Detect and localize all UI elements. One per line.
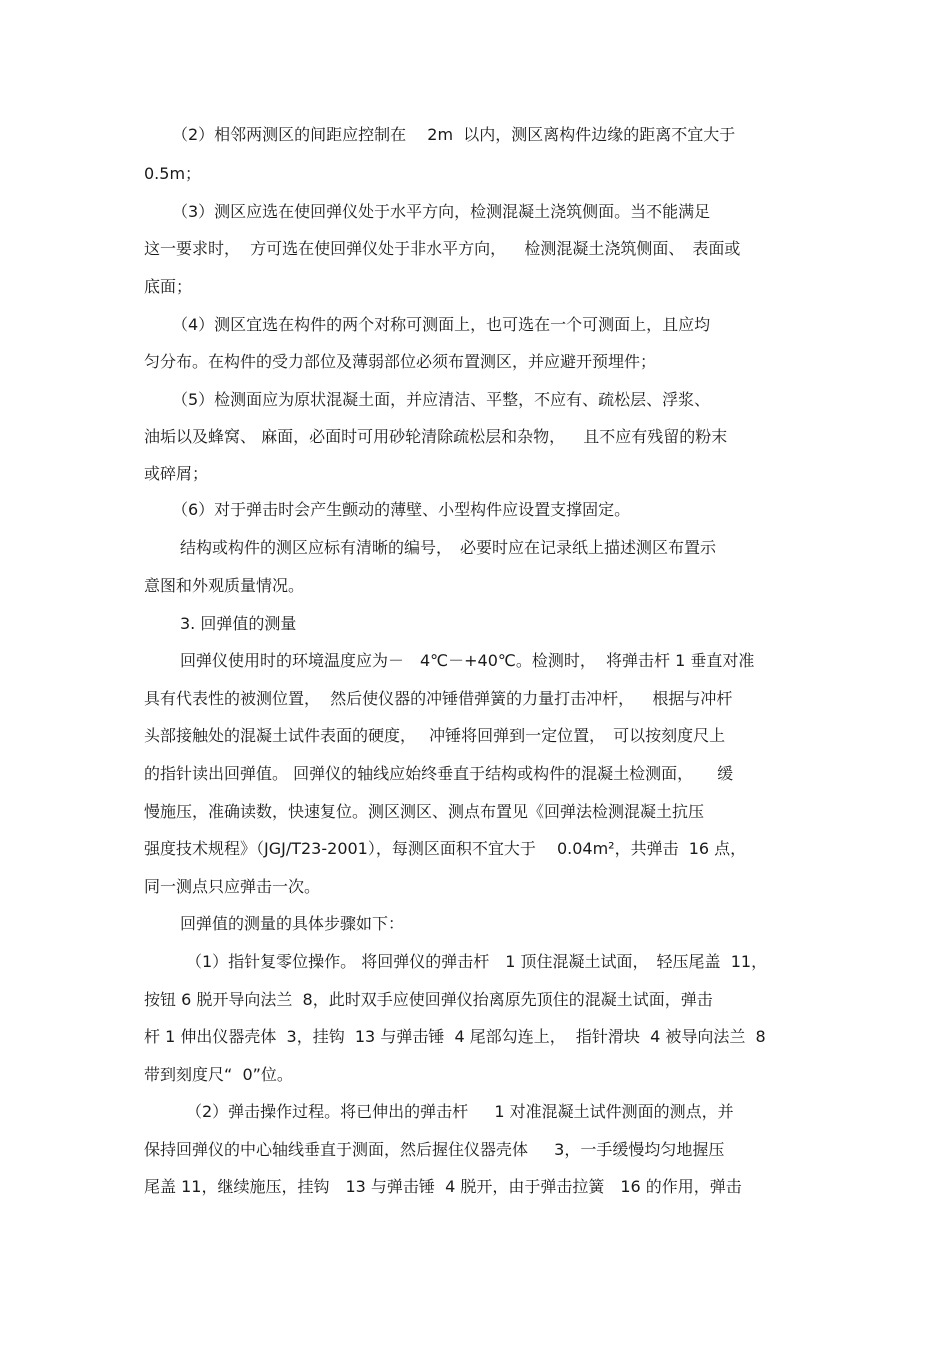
section-heading: 3. 回弹值的测量 [180, 614, 297, 633]
text-line: 强度技术规程》（JGJ/T23-2001），每测区面积不宜大于 0.04m²，共弹击 16 点， [144, 839, 747, 858]
text-line: 具有代表性的被测位置， 然后使仪器的冲锤借弹簧的力量打击冲杆， 根据与冲杆 [144, 689, 733, 708]
text-line: 结构或构件的测区应标有清晰的编号， 必要时应在记录纸上描述测区布置示 [180, 538, 717, 557]
text-line: 带到刻度尺“ 0”位。 [144, 1065, 293, 1084]
text-line: （4）测区宜选在构件的两个对称可测面上，也可选在一个可测面上，且应均 [172, 315, 711, 334]
text-line: 尾盖 11，继续施压，挂钩 13 与弹击锤 4 脱开，由于弹击拉簧 16 的作用，弹击 [144, 1177, 742, 1196]
text-line: 保持回弹仪的中心轴线垂直于测面，然后握住仪器壳体 3，一手缓慢均匀地握压 [144, 1140, 725, 1159]
text-line: 油垢以及蜂窝、 麻面，必面时可用砂轮清除疏松层和杂物， 且不应有残留的粉末 [144, 427, 728, 446]
text-line: 同一测点只应弹击一次。 [144, 877, 321, 896]
text-line: 0.5m； [144, 164, 202, 183]
text-line: 头部接触处的混凝土试件表面的硬度， 冲锤将回弹到一定位置， 可以按刻度尺上 [144, 726, 726, 745]
text-line: 这一要求时， 方可选在使回弹仪处于非水平方向， 检测混凝土浇筑侧面、 表面或 [144, 239, 741, 258]
text-line: 匀分布。在构件的受力部位及薄弱部位必须布置测区，并应避开预埋件； [144, 352, 657, 371]
text-line: 的指针读出回弹值。 回弹仪的轴线应始终垂直于结构或构件的混凝土检测面， 缓 [144, 764, 734, 783]
text-line: 或碎屑； [144, 464, 209, 483]
text-line: 按钮 6 脱开导向法兰 8，此时双手应使回弹仪抬离原先顶住的混凝土试面，弹击 [144, 990, 713, 1009]
text-line: 回弹仪使用时的环境温度应为－ 4℃－+40℃。检测时， 将弹击杆 1 垂直对准 [180, 651, 755, 670]
text-line: （5）检测面应为原状混凝土面，并应清洁、平整，不应有、疏松层、浮浆、 [172, 390, 711, 409]
text-line: （2）相邻两测区的间距应控制在 2m 以内，测区离构件边缘的距离不宜大于 [172, 125, 736, 144]
text-line: 回弹值的测量的具体步骤如下： [180, 914, 405, 933]
text-line: 底面； [144, 277, 193, 296]
text-line: 杆 1 伸出仪器壳体 3，挂钩 13 与弹击锤 4 尾部勾连上， 指针滑块 4 被导向法兰 8 [144, 1027, 766, 1046]
text-line: （1）指针复零位操作。 将回弹仪的弹击杆 1 顶住混凝土试面， 轻压尾盖 11， [186, 952, 768, 971]
text-line: 慢施压，准确读数，快速复位。测区测区、测点布置见《回弹法检测混凝土抗压 [144, 802, 705, 821]
text-line: 意图和外观质量情况。 [144, 576, 305, 595]
text-line: （6）对于弹击时会产生颤动的薄壁、小型构件应设置支撑固定。 [172, 500, 631, 519]
text-line: （2）弹击操作过程。将已伸出的弹击杆 1 对准混凝土试件测面的测点，并 [186, 1102, 734, 1121]
text-line: （3）测区应选在使回弹仪处于水平方向，检测混凝土浇筑侧面。当不能满足 [172, 202, 711, 221]
